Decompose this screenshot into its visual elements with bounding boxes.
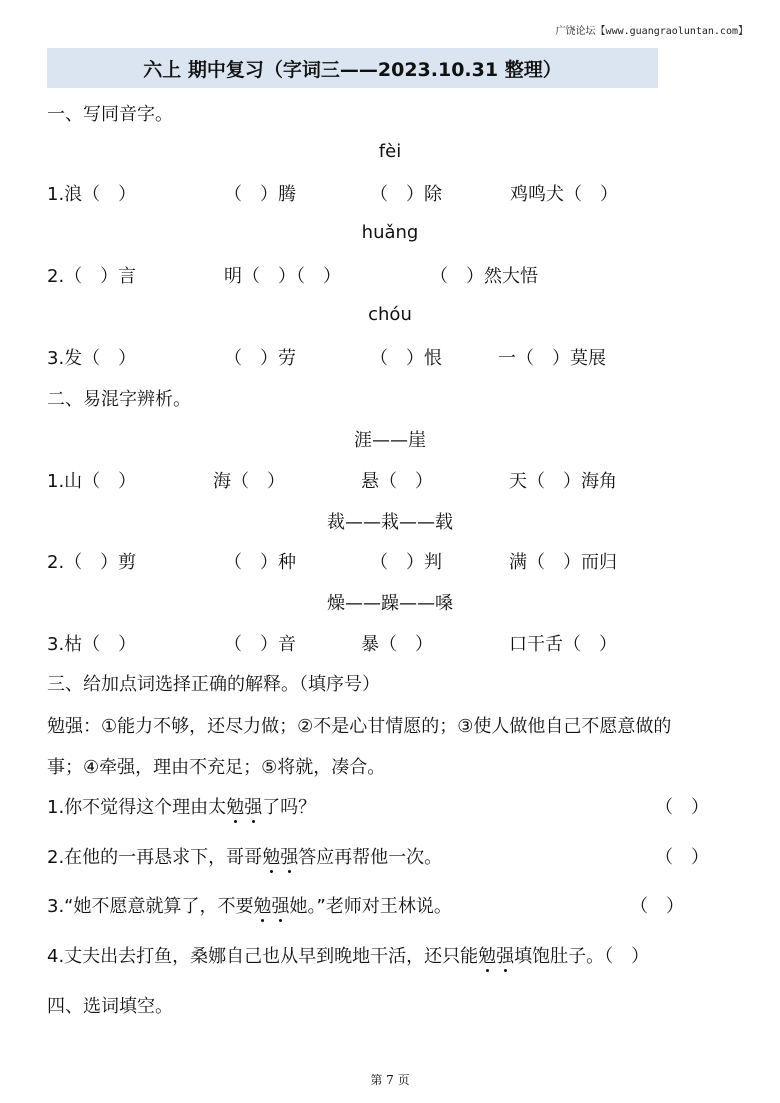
dotted-char: 强 xyxy=(496,946,515,967)
page-number: 第 7 页 xyxy=(370,1073,410,1087)
question-1 xyxy=(47,793,316,819)
dotted-char: 强 xyxy=(280,847,299,868)
answer-blank-3: （ ） xyxy=(630,896,684,917)
section-4-heading: 四、选词填空。 xyxy=(47,996,173,1017)
dotted-char: 勉 xyxy=(253,896,272,917)
question-3-text: 3.“她不愿意就算了，不要 xyxy=(47,896,254,917)
dotted-char: 强 xyxy=(271,896,290,917)
item-5-3: （ ）判 xyxy=(370,552,442,573)
item-1-3: （ ）除 xyxy=(370,184,442,205)
item-6-2: （ ）音 xyxy=(224,634,296,655)
item-1-2: （ ）腾 xyxy=(224,184,296,205)
answer-blank-2: （ ） xyxy=(655,847,709,868)
section-1-heading: 一、写同音字。 xyxy=(47,104,173,125)
pinyin-chou: chóu xyxy=(368,304,412,325)
item-4-4: 天（ ）海角 xyxy=(509,471,617,492)
section-2-heading: 二、易混字辨析。 xyxy=(47,389,191,410)
item-4-1: 1.山（ ） xyxy=(47,471,137,492)
chars-zao: 燥——躁——嗓 xyxy=(327,593,453,614)
item-2-2: 明（ ）（ ） xyxy=(224,266,341,287)
answer-blank-1: （ ） xyxy=(655,797,709,818)
item-3-2: （ ）劳 xyxy=(224,348,296,369)
page-title: 六上 期中复习（字词三——2023.10.31 整理） xyxy=(143,58,562,81)
item-5-2: （ ）种 xyxy=(224,552,296,573)
item-2-1: 2.（ ）言 xyxy=(47,266,137,287)
question-2-text-end: 答应再帮他一次。 xyxy=(298,847,443,868)
item-2-3: （ ）然大悟 xyxy=(430,266,538,287)
question-3 xyxy=(47,892,452,918)
chars-cai: 裁——栽——载 xyxy=(327,512,453,533)
site-watermark: 广饶论坛【www.guangraoluntan.com】 xyxy=(555,26,748,37)
question-4-text-end: 填饱肚子。 xyxy=(514,946,605,967)
item-4-3: 悬（ ） xyxy=(361,471,433,492)
dotted-char: 勉 xyxy=(478,946,497,967)
dotted-char: 勉 xyxy=(226,797,245,818)
item-6-3: 暴（ ） xyxy=(361,634,433,655)
question-4-text: 4.丈夫出去打鱼，桑娜自己也从早到晚地干活，还只能 xyxy=(47,946,479,967)
item-5-1: 2.（ ）剪 xyxy=(47,552,137,573)
item-3-4: 一（ ）莫展 xyxy=(498,348,606,369)
title-bar xyxy=(47,48,658,88)
pinyin-fei: fèi xyxy=(378,141,402,162)
item-1-1: 1.浪（ ） xyxy=(47,184,137,205)
item-1-4: 鸡鸣犬（ ） xyxy=(510,184,618,205)
question-1-text-end: 了吗？ xyxy=(262,797,317,818)
dotted-char: 勉 xyxy=(262,847,281,868)
item-6-1: 3.枯（ ） xyxy=(47,634,137,655)
item-3-1: 3.发（ ） xyxy=(47,348,137,369)
pinyin-huang: huǎng xyxy=(361,222,419,243)
definition-line-1: 勉强：①能力不够，还尽力做；②不是心甘情愿的；③使人做他自己不愿意做的 xyxy=(47,716,672,737)
item-5-4: 满（ ）而归 xyxy=(509,552,617,573)
definition-line-2: 事；④牵强，理由不充足；⑤将就，凑合。 xyxy=(47,757,386,778)
item-6-4: 口干舌（ ） xyxy=(509,634,617,655)
question-1-text: 1.你不觉得这个理由太 xyxy=(47,797,227,818)
dotted-char: 强 xyxy=(244,797,263,818)
chars-ya: 涯——崖 xyxy=(354,430,426,451)
question-2-text: 2.在他的一再恳求下，哥哥 xyxy=(47,847,263,868)
section-3-heading: 三、给加点词选择正确的解释。（填序号） xyxy=(47,674,380,695)
question-3-text-end: 她。”老师对王林说。 xyxy=(289,896,452,917)
question-4 xyxy=(47,942,649,968)
answer-blank-4: （ ） xyxy=(604,946,650,967)
item-4-2: 海（ ） xyxy=(213,471,285,492)
item-3-3: （ ）恨 xyxy=(370,348,442,369)
question-2 xyxy=(47,843,442,869)
